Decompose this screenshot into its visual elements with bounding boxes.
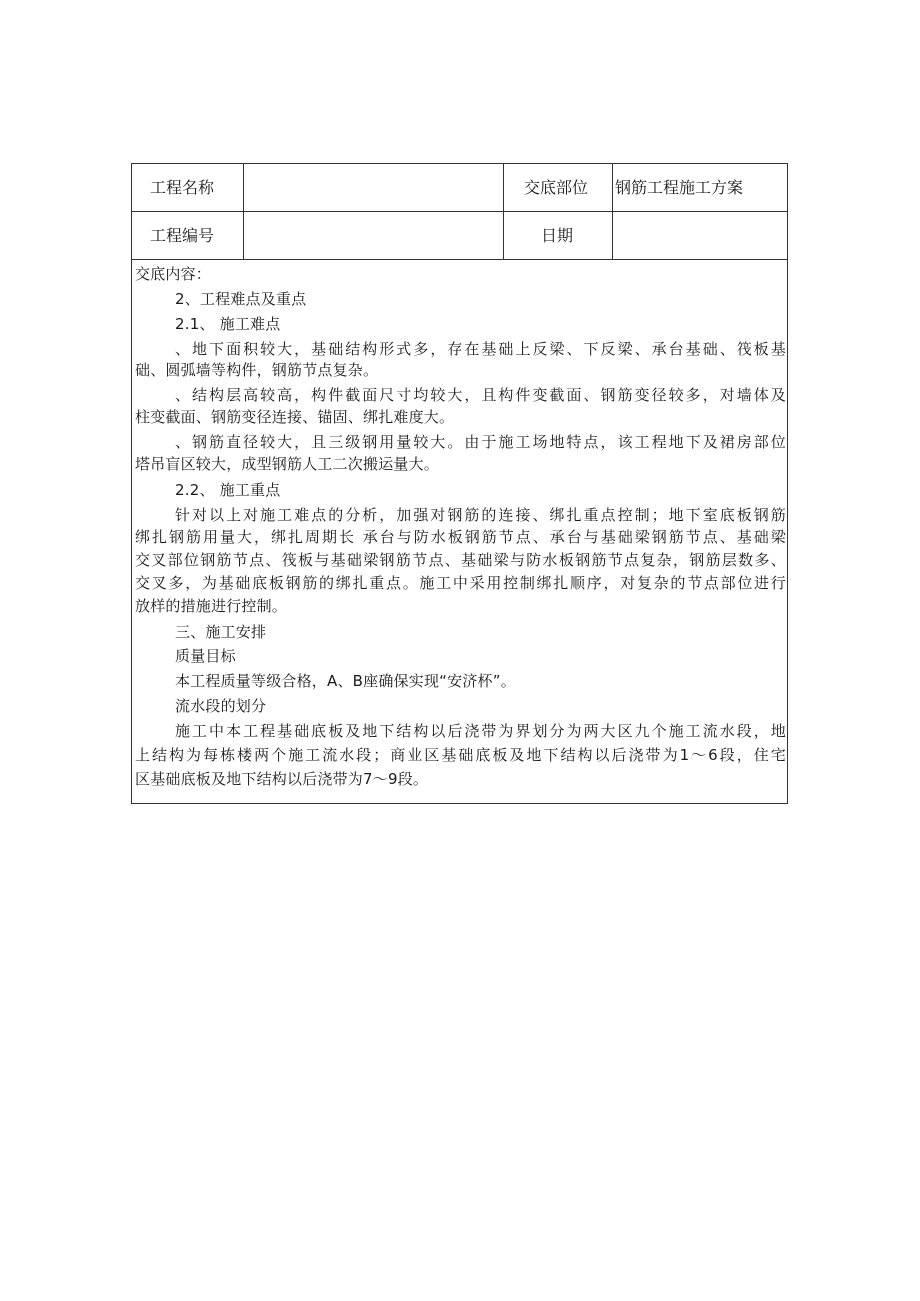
section-heading: 2、工程难点及重点	[175, 290, 307, 308]
paragraph-line: 、地下面积较大，基础结构形式多，存在基础上反梁、下反梁、承台基础、筏板基	[175, 340, 786, 358]
date-label: 日期	[541, 226, 574, 245]
paragraph-line: 柱变截面、钢筋变径连接、锚固、绑扎难度大。	[135, 408, 455, 426]
paragraph-line: 交叉多，为基础底板钢筋的绑扎重点。施工中采用控制绑扎顺序，对复杂的节点部位进行	[135, 574, 786, 592]
paragraph-line: 放样的措施进行控制。	[135, 597, 288, 615]
disclosure-part-value: 钢筋工程施工方案	[615, 178, 744, 197]
subsection-heading: 2.1、 施工难点	[175, 315, 281, 333]
paragraph-line: 础、圆弧墙等构件，钢筋节点复杂。	[135, 361, 379, 379]
paragraph-line: 上结构为每栋楼两个施工流水段；商业区基础底板及地下结构以后浇带为1～6段，住宅	[135, 746, 786, 764]
project-no-label: 工程编号	[150, 226, 215, 245]
disclosure-content	[131, 260, 788, 804]
paragraph-line: 区基础底板及地下结构以后浇带为7～9段。	[135, 770, 429, 788]
paragraph-line: 针对以上对施工难点的分析，加强对钢筋的连接、绑扎重点控制；地下室底板钢筋	[175, 506, 786, 524]
paragraph-line: 、结构层高较高，构件截面尺寸均较大，且构件变截面、钢筋变径较多，对墙体及	[175, 386, 786, 404]
divider	[132, 211, 787, 212]
paragraph-line: 交叉部位钢筋节点、筏板与基础梁钢筋节点、基础梁与防水板钢筋节点复杂，钢筋层数多、	[135, 551, 786, 569]
section-heading: 三、施工安排	[175, 623, 267, 641]
item-heading: 流水段的划分	[175, 697, 267, 715]
paragraph-line: 塔吊盲区较大，成型钢筋人工二次搬运量大。	[135, 455, 440, 473]
subsection-heading: 2.2、 施工重点	[175, 481, 281, 499]
disclosure-part-label: 交底部位	[524, 178, 589, 197]
content-heading: 交底内容：	[135, 265, 212, 283]
paragraph-line: 绑扎钢筋用量大，绑扎周期长 承台与防水板钢筋节点、承台与基础梁钢筋节点、基础梁	[135, 528, 786, 546]
item-heading: 质量目标	[175, 647, 236, 665]
paragraph-line: 本工程质量等级合格，A、B座确保实现“安济杯”。	[175, 672, 516, 690]
paragraph-line: 施工中本工程基础底板及地下结构以后浇带为界划分为两大区九个施工流水段，地	[175, 722, 786, 740]
project-name-label: 工程名称	[150, 178, 215, 197]
header-table	[131, 163, 788, 260]
paragraph-line: 、钢筋直径较大，且三级钢用量较大。由于施工场地特点，该工程地下及裙房部位	[175, 433, 786, 451]
